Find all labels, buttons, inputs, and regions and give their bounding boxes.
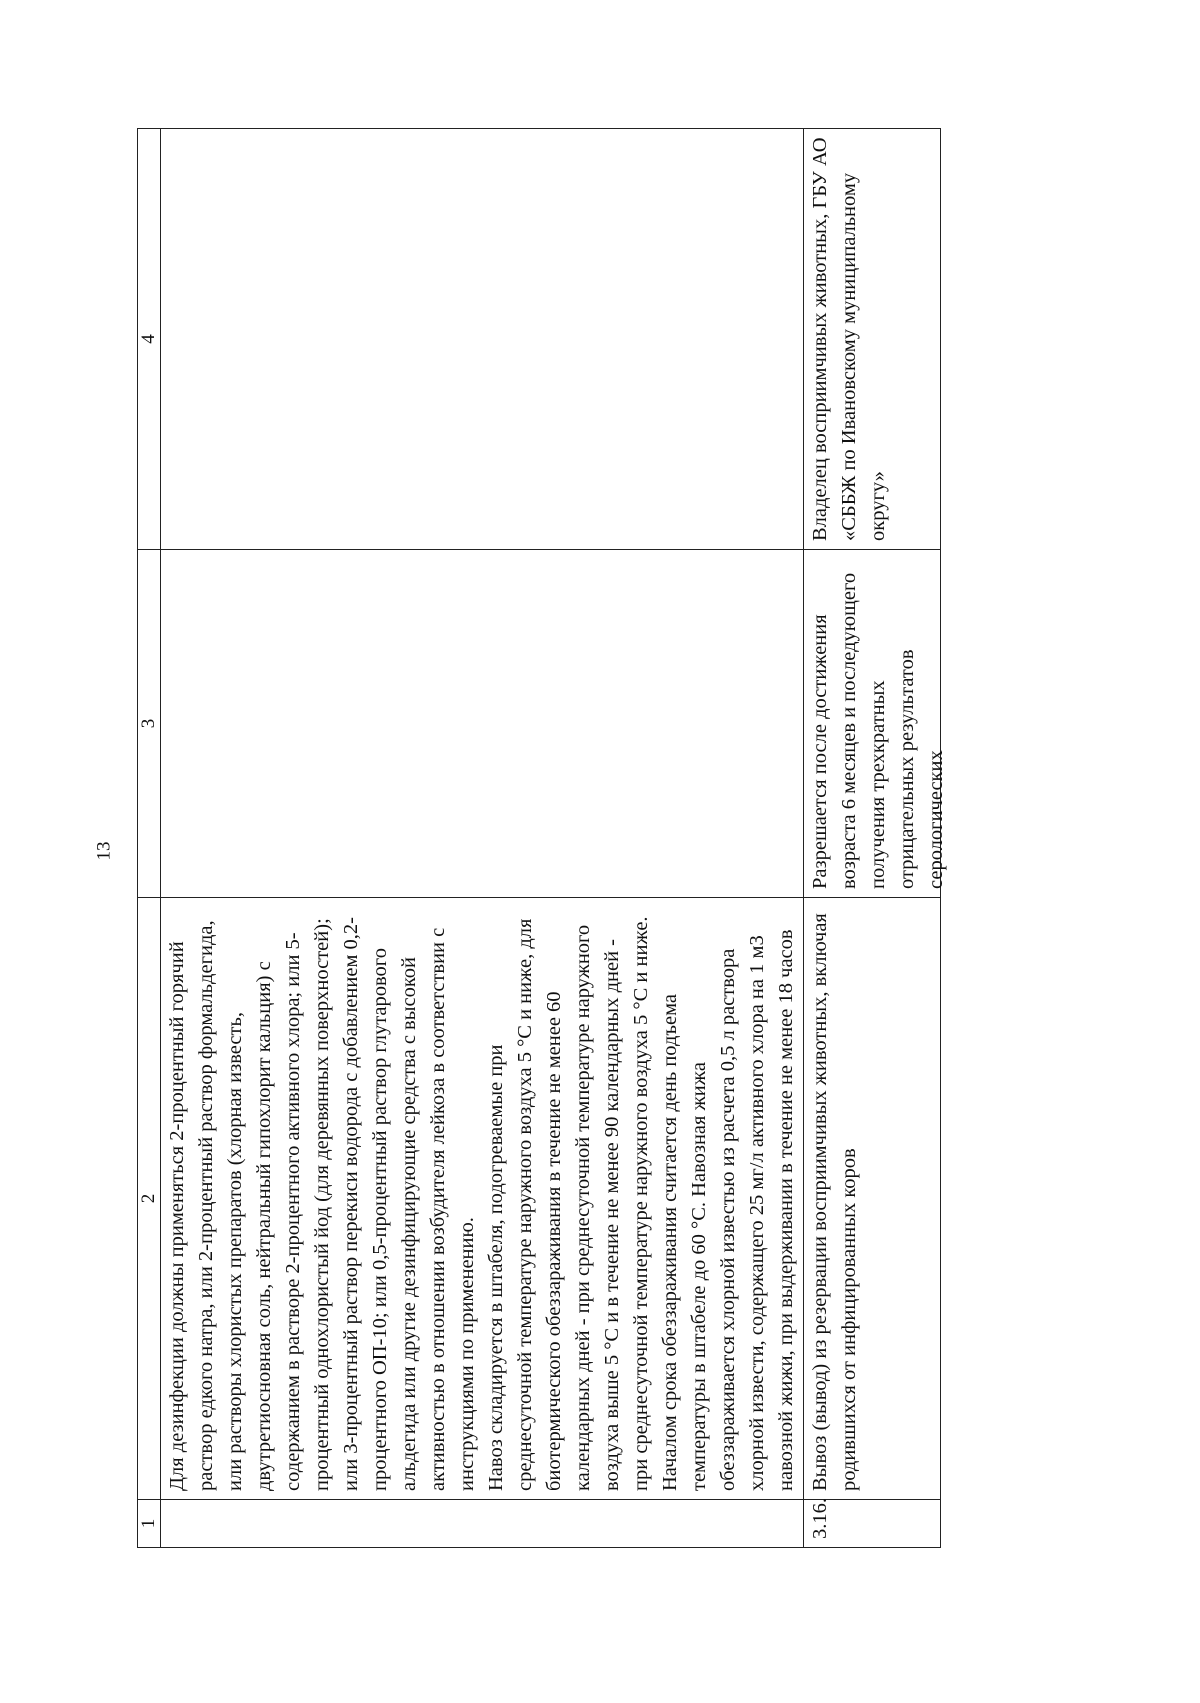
measures-table (137, 128, 947, 1548)
header-col-3: 3 (138, 550, 161, 898)
header-col-4: 4 (138, 129, 161, 550)
continued-col-4 (161, 129, 804, 550)
row-3-16-terms-text: Разрешается после достижения возраста 6 месяцев и последующего получения трехкратных отрицательных результатов серологических (809, 572, 947, 889)
page-number: 13 (93, 841, 115, 861)
continued-col-2 (161, 898, 804, 1500)
rotated-page-content (137, 128, 1067, 1548)
row-3-16-responsible-text: Владелец восприимчивых животных, ГБУ АО «СББЖ по Ивановскому муниципальному округу» (809, 137, 889, 541)
table-row-continued (161, 129, 804, 1548)
disinfection-paragraph: Для дезинфекции должны применяться 2-процентный горячий раствор едкого натра, или 2-процентный раствор формальдегида, или растворы хлористых препаратов (хлорная известь, двутретиосновная соль, нейтральный гипохлорит кальция) с содержанием в растворе 2-процентного активного хлора; или 5-процентный однохлористый йод (для деревянных поверхностей); или 3-процентный раствор перекиси водорода с добавлением 0,2-процентного ОП-10; или 0,5-процентный раствор глутарового альдегида или другие дезинфицирующие средства с высокой активностью в отношении возбудителя лейкоза в соответствии с инструкциями по применению. (166, 917, 478, 1491)
table-row-3-16 (804, 129, 941, 1548)
continued-col-3 (161, 550, 804, 898)
manure-paragraph: Навоз складируется в штабеля, подогреваемые при среднесуточной температуре наружного воздуха 5 °С и ниже, для биотермического обеззараживания в течение не менее 60 календарных дней - при среднесуточной температуре наружного воздуха выше 5 °С и в течение не менее 90 календарных дней - при среднесуточной температуре наружного воздуха 5 °С и ниже. Началом срока обеззараживания считается день подъема температуры в штабеле до 60 °С. Навозная жижа обеззараживается хлорной известью из расчета 0,5 л раствора хлорной извести, содержащего 25 мг/л активного хлора на 1 м3 навозной жижи, при выдерживании в течение не менее 18 часов (485, 916, 797, 1491)
row-3-16-measure-text: Вывоз (вывод) из резервации восприимчивых животных, включая родившихся от инфицированных коров (809, 913, 860, 1491)
header-col-1: 1 (138, 1500, 161, 1548)
row-3-16-number-text: 3.16. (809, 1498, 831, 1539)
row-3-16-terms (804, 550, 947, 898)
continued-col-1 (161, 1500, 804, 1548)
header-col-2: 2 (138, 898, 161, 1500)
table-header-row (138, 129, 161, 1548)
row-3-16-responsible (804, 129, 941, 550)
row-3-16-measure (804, 898, 941, 1500)
row-3-16-number (804, 1500, 941, 1548)
